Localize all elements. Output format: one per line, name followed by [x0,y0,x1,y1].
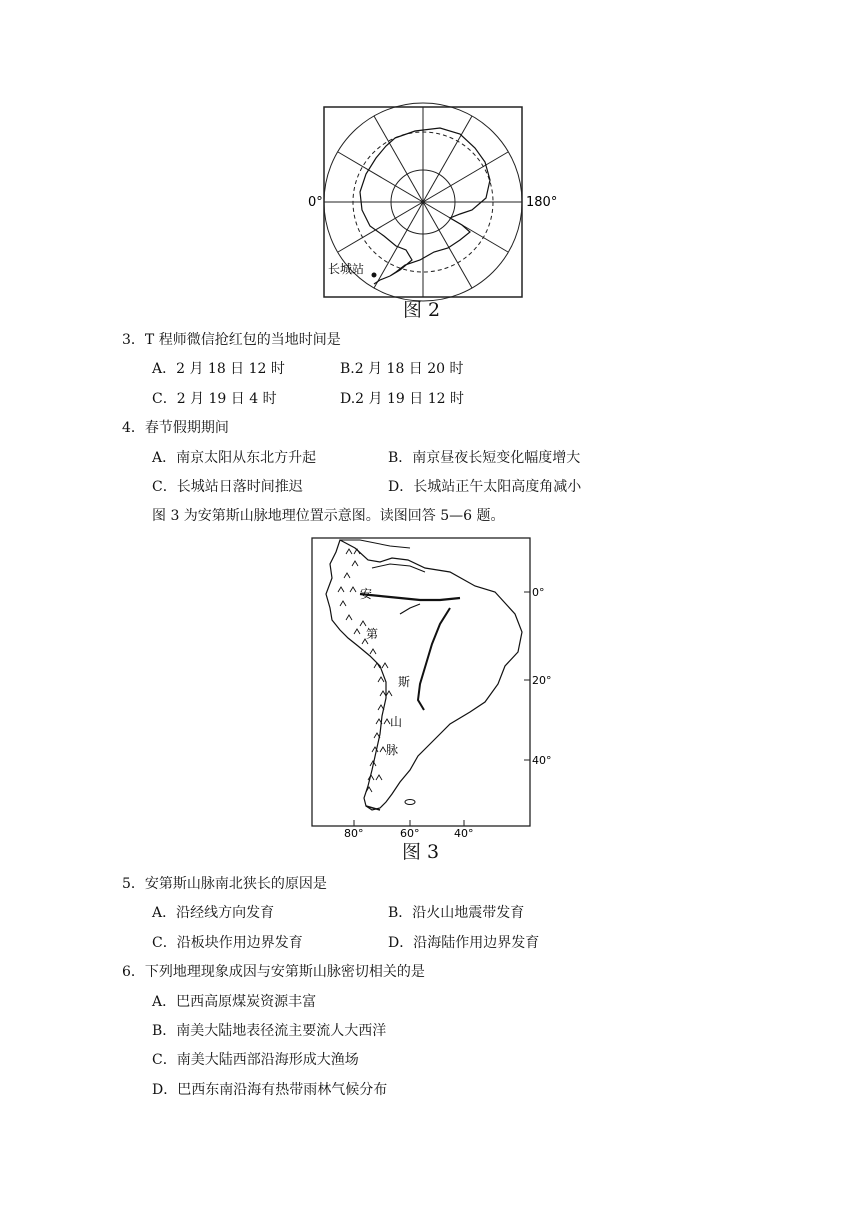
question-4-option-a: A．南京太阳从东北方升起 [152,450,317,466]
question-5-option-d: D．沿海陆作用边界发育 [388,935,540,951]
andes-char-4: 山 [390,715,403,729]
andes-char-3: 斯 [398,675,411,689]
label-0-deg: 0° [308,195,323,210]
question-6-option-a: A．巴西高原煤炭资源丰富 [152,994,317,1010]
question-4-option-c: C．长城站日落时间推迟 [152,479,303,495]
lat-label-0: 0° [532,586,545,599]
question-3-option-d: D.2 月 19 日 12 时 [340,391,464,407]
lat-label-40: 40° [532,754,552,767]
andes-char-5: 脉 [386,743,399,757]
question-5-option-c: C．沿板块作用边界发育 [152,935,303,951]
figure-2-caption: 图 2 [403,299,441,321]
figure-3-intro: 图 3 为安第斯山脉地理位置示意图。读图回答 5—6 题。 [152,508,505,524]
question-3-option-b: B.2 月 18 日 20 时 [340,361,464,377]
andes-char-1: 安 [360,587,373,601]
figure-3-caption: 图 3 [402,841,440,863]
lon-label-80: 80° [344,827,364,840]
figure-3 [300,534,560,844]
question-5-stem: 5．安第斯山脉南北狭长的原因是 [122,876,327,892]
question-5-option-b: B．沿火山地震带发育 [388,905,525,921]
question-3-stem: 3．T 程师微信抢红包的当地时间是 [122,332,341,348]
station-marker [372,273,377,278]
question-5-option-a: A．沿经线方向发育 [152,905,275,921]
question-4-option-d: D．长城站正午太阳高度角减小 [388,479,582,495]
label-changcheng-station: 长城站 [328,262,365,276]
lon-label-40: 40° [454,827,474,840]
label-180-deg: 180° [526,195,558,210]
question-4-option-b: B．南京昼夜长短变化幅度增大 [388,450,581,466]
question-3-option-c: C．2 月 19 日 4 时 [152,391,277,407]
lon-label-60: 60° [400,827,420,840]
andes-map [300,534,560,844]
question-6-stem: 6．下列地理现象成因与安第斯山脉密切相关的是 [122,964,425,980]
question-6-option-c: C．南美大陆西部沿海形成大渔场 [152,1052,359,1068]
question-6-option-b: B．南美大陆地表径流主要流人大西洋 [152,1023,387,1039]
question-6-option-d: D．巴西东南沿海有热带雨林气候分布 [152,1082,388,1098]
polar-map [300,100,560,325]
andes-char-2: 第 [366,627,379,641]
question-4-stem: 4．春节假期期间 [122,420,229,436]
question-3-option-a: A．2 月 18 日 12 时 [152,361,285,377]
figure-2 [300,100,560,325]
lat-label-20: 20° [532,674,552,687]
